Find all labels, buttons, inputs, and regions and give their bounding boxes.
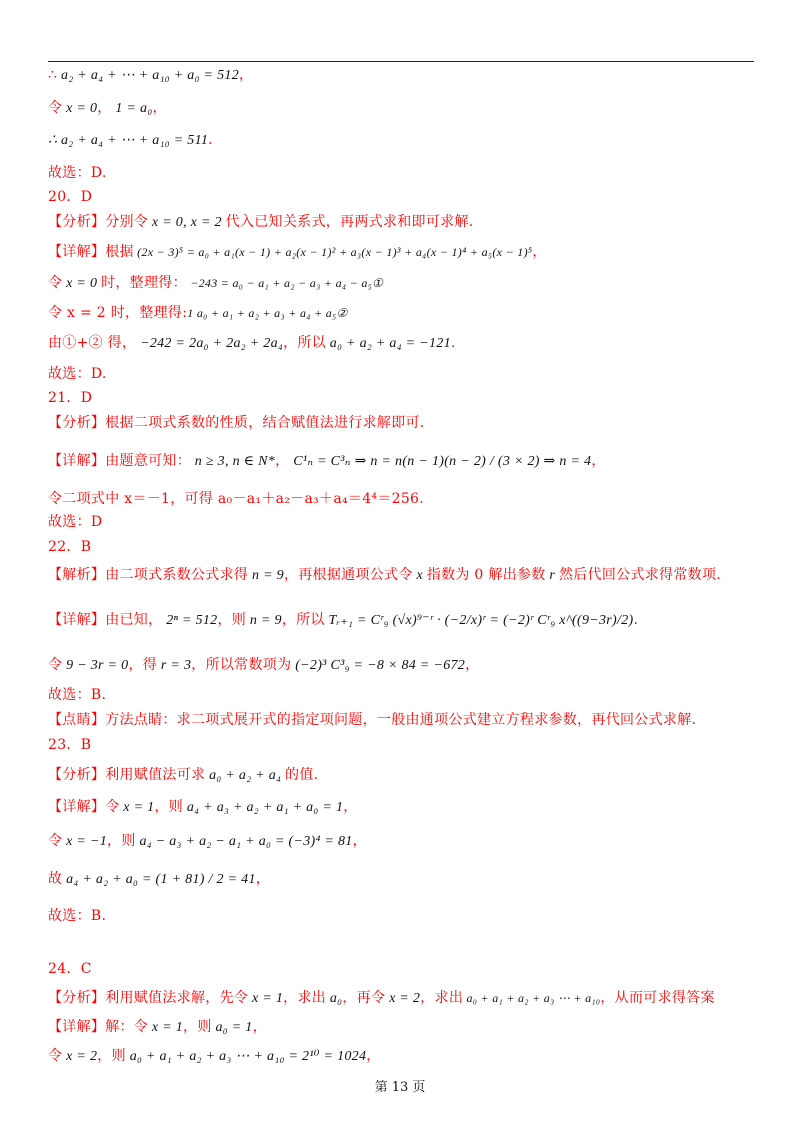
line-23 <box>48 736 91 754</box>
text-segment: ， <box>591 453 606 469</box>
line-05 <box>48 188 92 206</box>
math-expression: a₀ + a₁ + a₂ + a₃ ⋯ + a₁₀ <box>463 991 601 1005</box>
line-16 <box>48 513 102 531</box>
math-expression: x = 1 <box>248 991 284 1006</box>
text-segment: . <box>208 132 213 148</box>
text-segment: 由①+② 得， <box>48 335 137 351</box>
line-27 <box>48 870 270 889</box>
math-expression: n = 9 <box>246 613 282 628</box>
text-segment: 【分析】利用赋值法求解，先令 <box>48 990 249 1006</box>
text-segment: 令 <box>48 657 63 673</box>
text-segment: 【分析】分别令 <box>48 214 149 230</box>
math-expression: 2ⁿ = 512 <box>162 613 218 628</box>
math-expression: x = 0, x = 2 <box>148 215 226 230</box>
line-11 <box>48 365 107 383</box>
text-segment: 然后代回公式求得常数项. <box>558 567 722 583</box>
line-30 <box>48 989 715 1008</box>
math-expression: a₄ − a₃ + a₂ − a₁ + a₀ = (−3)⁴ = 81 <box>135 834 353 849</box>
text-segment: ， <box>343 799 358 815</box>
math-expression: x = 1 <box>148 1020 184 1035</box>
math-expression: ∴ a₂ + a₄ + ⋯ + a₁₀ = 511 <box>48 133 209 148</box>
math-expression: Tᵣ₊₁ = Cʳ₉ (√x)⁹⁻ʳ · (−2/x)ʳ = (−2)ʳ Cʳ₉ x^((9−3r)/2) <box>324 613 634 628</box>
text-segment: 【详解】解：令 <box>48 1019 149 1035</box>
text-segment: 【解析】由二项式系数公式求得 <box>48 567 249 583</box>
math-expression: x = 2 <box>62 1049 98 1064</box>
text-segment: 20．D <box>48 189 93 205</box>
text-segment: ，求出 <box>283 990 327 1006</box>
math-expression: 1 a₀ + a₁ + a₂ + a₃ + a₄ + a₅② <box>187 306 348 320</box>
text-segment: 【详解】由题意可知： <box>48 453 191 469</box>
text-segment: ， <box>239 67 254 83</box>
text-segment: ∴ <box>48 67 58 83</box>
math-expression: 9 − 3r = 0 <box>62 658 129 673</box>
text-segment: ，则 <box>183 1019 212 1035</box>
text-segment: 21．D <box>48 390 93 406</box>
math-expression: −243 = a₀ − a₁ + a₂ − a₃ + a₄ − a₅① <box>186 276 384 290</box>
math-expression: r = 3 <box>157 658 192 673</box>
math-expression: a₀ + a₂ + a₄ = −121 <box>325 336 451 351</box>
text-segment: ， <box>532 244 547 260</box>
text-segment: ， <box>252 1019 267 1035</box>
math-expression: x = 1 <box>119 800 155 815</box>
line-28 <box>48 907 106 925</box>
line-10 <box>48 334 456 353</box>
line-13 <box>48 414 425 432</box>
text-segment: ，则 <box>217 612 247 628</box>
line-06 <box>48 213 474 232</box>
line-31 <box>48 1018 267 1037</box>
line-26 <box>48 832 367 851</box>
text-segment: 指数为 0 解出参数 <box>426 567 546 583</box>
text-segment: ， <box>465 657 480 673</box>
math-expression: n = 9 <box>248 568 284 583</box>
text-segment: ，再令 <box>342 990 386 1006</box>
line-15 <box>48 490 424 508</box>
text-segment: 【分析】根据二项式系数的性质，结合赋值法进行求解即可. <box>48 415 425 431</box>
line-04 <box>48 164 107 182</box>
text-segment: ， <box>366 1048 381 1064</box>
text-segment: ，所以 <box>283 335 326 351</box>
line-08 <box>48 274 383 293</box>
line-22 <box>48 711 696 729</box>
math-expression: x = −1 <box>62 834 108 849</box>
text-segment: ，则 <box>107 833 136 849</box>
text-segment: 【分析】利用赋值法可求 <box>48 767 206 783</box>
text-segment: ，所以常数项为 <box>191 657 292 673</box>
text-segment: 令 <box>48 833 63 849</box>
page-number: 第 13 页 <box>374 1080 426 1095</box>
math-expression: a₀ <box>326 991 343 1006</box>
text-segment: 令 x = 2 时，整理得: <box>48 305 188 321</box>
math-expression: n ≥ 3, n ∈ N* <box>191 454 276 469</box>
math-expression: a₀ + a₂ + a₄ <box>205 768 286 783</box>
line-29 <box>48 960 92 978</box>
line-07 <box>48 243 547 261</box>
line-19 <box>48 611 638 630</box>
line-24 <box>48 766 318 785</box>
math-expression: −242 = 2a₀ + 2a₂ + 2a₄ <box>136 336 284 351</box>
line-03 <box>48 131 213 150</box>
text-segment: 故选：D. <box>48 366 107 382</box>
math-expression: C¹ₙ = C³ₙ ⇒ n = n(n − 1)(n − 2) / (3 × 2) ⇒ n = 4 <box>289 454 592 469</box>
text-segment: ， <box>255 871 271 887</box>
text-segment: 23．B <box>48 737 92 753</box>
text-segment: ， <box>352 833 367 849</box>
math-expression: r <box>545 568 559 583</box>
math-expression: x <box>412 568 427 583</box>
text-segment: 故选：B. <box>48 908 107 924</box>
line-17 <box>48 538 91 556</box>
text-segment: 故选：D. <box>48 165 107 181</box>
math-expression: (2x − 3)⁵ = a₀ + a₁(x − 1) + a₂(x − 1)² + a₃(x − 1)³ + a₄(x − 1)⁴ + a₅(x − 1)⁵ <box>133 245 533 259</box>
line-02 <box>48 99 167 118</box>
line-21 <box>48 686 106 704</box>
text-segment: ，得 <box>128 657 158 673</box>
text-segment: ， <box>152 100 167 116</box>
math-expression: a₂ + a₄ + ⋯ + a₁₀ + a₀ = 512 <box>57 68 239 83</box>
line-20 <box>48 656 479 675</box>
text-segment: ，则 <box>97 1048 126 1064</box>
math-expression: a₄ + a₃ + a₂ + a₁ + a₀ = 1 <box>183 800 344 815</box>
line-32 <box>48 1047 381 1066</box>
text-segment: ，求出 <box>420 990 464 1006</box>
text-segment: 故 <box>48 871 63 887</box>
text-segment: 令二项式中 x＝－1，可得 a₀－a₁＋a₂－a₃＋a₄＝4⁴＝256. <box>48 491 424 507</box>
text-segment: 令 <box>48 100 63 116</box>
math-expression: 1 = a₀ <box>111 101 153 116</box>
text-segment: . <box>450 335 456 351</box>
math-expression: x = 2 <box>385 991 421 1006</box>
text-segment: 【详解】由已知， <box>48 612 163 628</box>
line-12 <box>48 389 92 407</box>
text-segment: 【详解】令 <box>48 799 120 815</box>
text-segment: 【详解】根据 <box>48 244 134 260</box>
header-rule <box>48 61 754 62</box>
text-segment: ，则 <box>154 799 184 815</box>
line-25 <box>48 798 358 817</box>
text-segment: ， <box>275 453 290 469</box>
text-segment: 故选：D <box>48 514 103 530</box>
line-18 <box>48 566 721 585</box>
line-14 <box>48 452 606 471</box>
text-segment: . <box>633 612 639 628</box>
math-expression: x = 0 <box>62 101 98 116</box>
text-segment: 故选：B. <box>48 687 107 703</box>
text-segment: 代入已知关系式，再两式求和即可求解. <box>225 214 474 230</box>
text-segment: 的值. <box>285 767 319 783</box>
text-segment: 令 <box>48 1048 63 1064</box>
line-09 <box>48 304 348 322</box>
text-segment: 【点睛】方法点睛：求二项式展开式的指定项问题，一般由通项公式建立方程求参数，再代回公式求解. <box>48 712 697 728</box>
text-segment: ， <box>97 100 112 116</box>
math-expression: a₀ = 1 <box>211 1020 253 1035</box>
text-segment: 时，整理得： <box>101 275 187 291</box>
text-segment: ，再根据通项公式令 <box>283 567 413 583</box>
math-expression: a₀ + a₁ + a₂ + a₃ ⋯ + a₁₀ = 2¹⁰ = 1024 <box>125 1049 367 1064</box>
line-01 <box>48 66 253 85</box>
text-segment: ，所以 <box>281 612 325 628</box>
math-expression: x = 0 <box>62 276 102 291</box>
text-segment: 令 <box>48 275 63 291</box>
text-segment: 24．C <box>48 961 92 977</box>
math-expression: (−2)³ C³₉ = −8 × 84 = −672 <box>291 658 466 673</box>
text-segment: ，从而可求得答案 <box>600 990 715 1006</box>
text-segment: 22．B <box>48 539 92 555</box>
math-expression: a₄ + a₂ + a₀ = (1 + 81) / 2 = 41 <box>62 872 256 887</box>
